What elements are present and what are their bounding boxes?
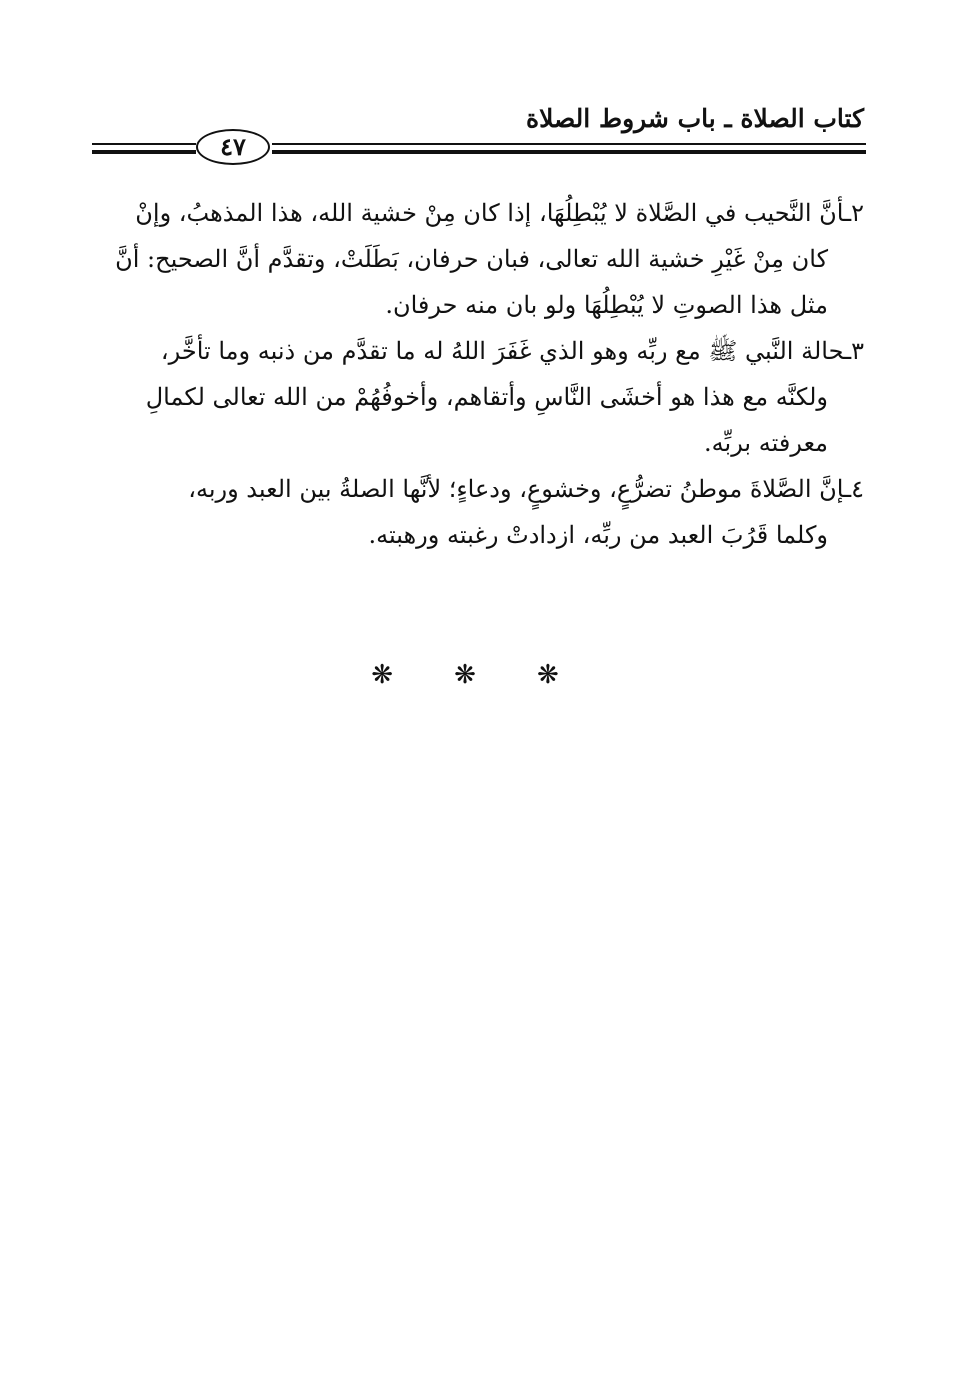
header-rule-left-thin	[92, 143, 196, 145]
header-rule-left-thick	[92, 150, 196, 154]
running-header-title: كتاب الصلاة ـ باب شروط الصلاة	[525, 104, 864, 133]
numbered-list	[84, 190, 864, 558]
list-item-4	[84, 466, 864, 558]
list-item-2	[84, 190, 864, 328]
list-item-line: كان مِنْ غَيْرِ خشية الله تعالى، فبان حرفان، بَطَلَتْ، وتقدَّم أنَّ الصحيح: أنَّ	[115, 245, 828, 273]
page-number: ٤٧	[196, 129, 270, 165]
item-number: ٢ـ	[844, 199, 864, 227]
item-text: إنَّ الصَّلاةَ موطنُ تضرُّعٍ، وخشوعٍ، ودعاءٍ؛ لأنَّها الصلةُ بين العبد وربه،	[188, 475, 845, 503]
list-item-line	[84, 466, 864, 512]
item-number: ٤ـ	[844, 475, 864, 503]
list-item-line: مثل هذا الصوتِ لا يُبْطِلُهَا ولو بان منه حرفان.	[385, 291, 828, 319]
item-text: حالة النَّبي ﷺ مع ربِّه وهو الذي غَفَرَ اللهُ له ما تقدَّم من ذنبه وما تأخَّر،	[160, 337, 845, 365]
list-item-line	[84, 328, 864, 374]
list-item-line: معرفته بربِّه.	[704, 429, 828, 457]
section-separator-stars: ❋ ❋ ❋	[371, 660, 585, 690]
list-item-3	[84, 328, 864, 466]
header-rule-right-thick	[272, 150, 866, 154]
list-item-line	[84, 190, 864, 236]
header-rule-right-thin	[272, 143, 866, 145]
list-item-line: وكلما قَرُبَ العبد من ربِّه، ازدادتْ رغبته ورهبته.	[368, 521, 828, 549]
list-item-line: ولكنَّه مع هذا هو أخشَى النَّاسِ وأتقاهم، وأخوفُهُمْ من الله تعالى لكمالِ	[145, 383, 828, 411]
item-text: أنَّ النَّحيب في الصَّلاة لا يُبْطِلُهَا، إذا كان مِنْ خشية الله، هذا المذهبُ، وإنْ	[135, 199, 845, 227]
item-number: ٣ـ	[844, 337, 864, 365]
